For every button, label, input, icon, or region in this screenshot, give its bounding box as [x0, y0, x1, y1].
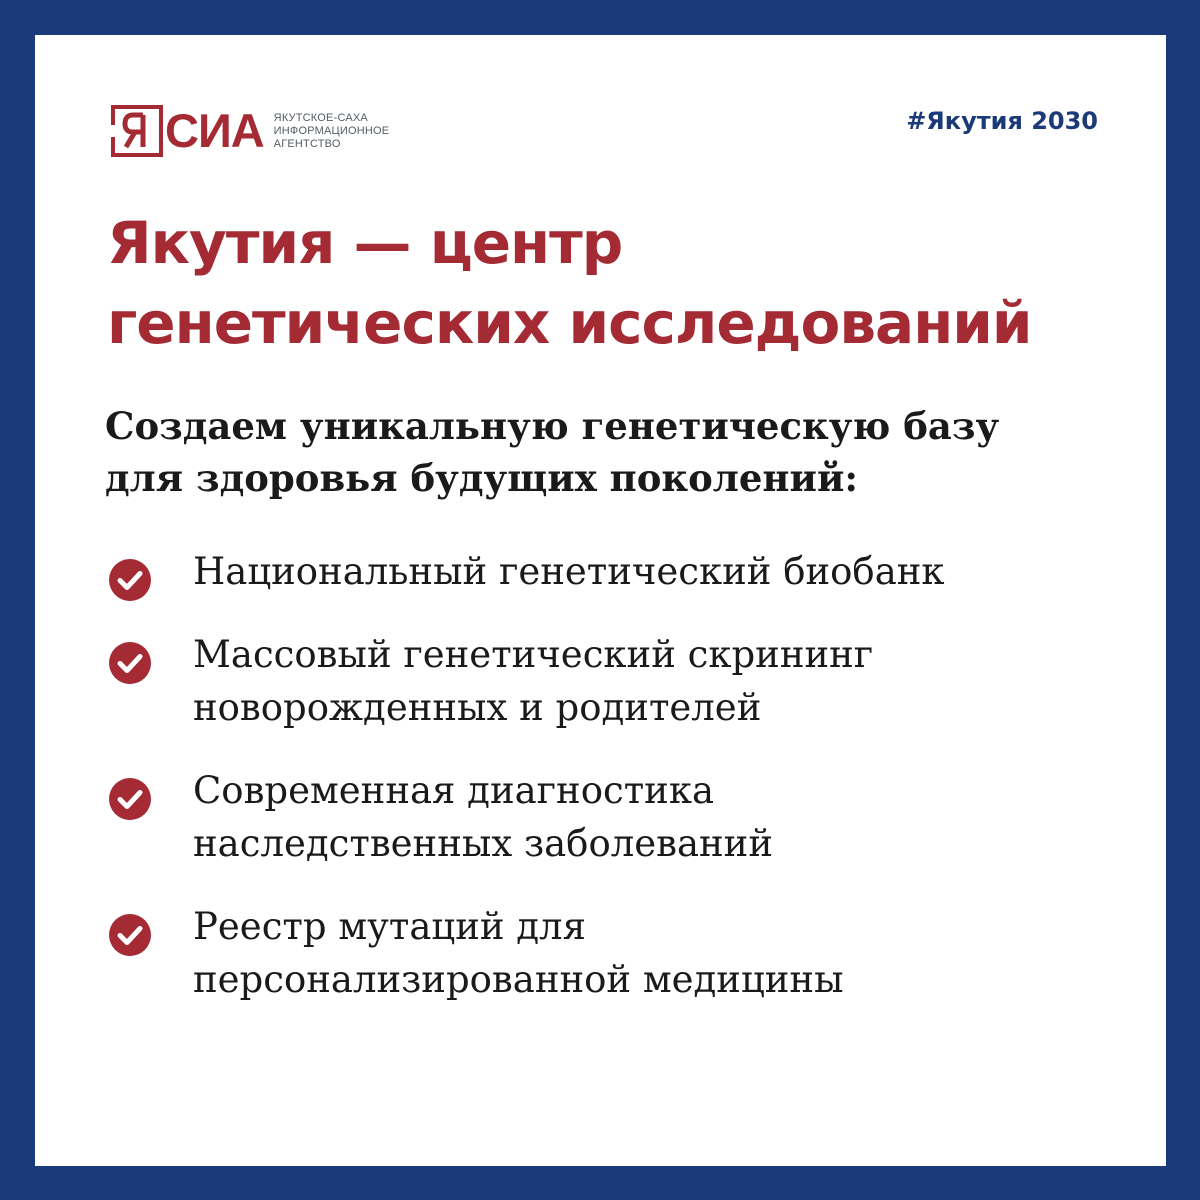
check-circle-icon: [107, 640, 153, 686]
agency-logo: [111, 105, 389, 157]
logo-subtitle-line: АГЕНТСТВО: [273, 137, 341, 150]
headline-line: Якутия — центр: [107, 209, 623, 277]
list-item-text: [193, 628, 945, 734]
logo-subtitle-line: ИНФОРМАЦИОННОЕ: [273, 124, 390, 137]
list-item-line: новорожденных и родителей: [193, 686, 762, 729]
list-item-text: [193, 764, 945, 870]
list-item-line: Национальный генетический биобанк: [193, 550, 945, 593]
logo-subtitle: [274, 112, 390, 151]
headline: [107, 203, 1032, 363]
list-item-line: персонализированной медицины: [193, 958, 844, 1001]
list-item-line: Реестр мутаций для: [193, 905, 586, 948]
list-item: [107, 628, 945, 734]
check-circle-icon: [107, 557, 153, 603]
initiatives-list: [107, 545, 945, 1036]
list-item: [107, 900, 945, 1006]
lead-text: [105, 400, 999, 504]
list-item-text: [193, 900, 945, 1006]
lead-line: Создаем уникальную генетическую базу: [105, 404, 1000, 448]
list-item-text: [193, 545, 945, 598]
headline-line: генетических исследований: [107, 289, 1032, 357]
logo-wordmark: СИА: [165, 104, 264, 157]
content-card: [35, 35, 1166, 1166]
list-item: [107, 764, 945, 870]
logo-subtitle-line: ЯКУТСКОЕ-САХА: [273, 111, 368, 124]
list-item-line: Массовый генетический скрининг: [193, 633, 874, 676]
hashtag: #Якутия 2030: [906, 107, 1098, 135]
list-item-line: Современная диагностика: [193, 769, 715, 812]
lead-line: для здоровья будущих поколений:: [105, 456, 859, 500]
list-item: [107, 545, 945, 598]
list-item-line: наследственных заболеваний: [193, 822, 774, 865]
ya-logo-mark-icon: [111, 105, 163, 157]
check-circle-icon: [107, 776, 153, 822]
check-circle-icon: [107, 912, 153, 958]
